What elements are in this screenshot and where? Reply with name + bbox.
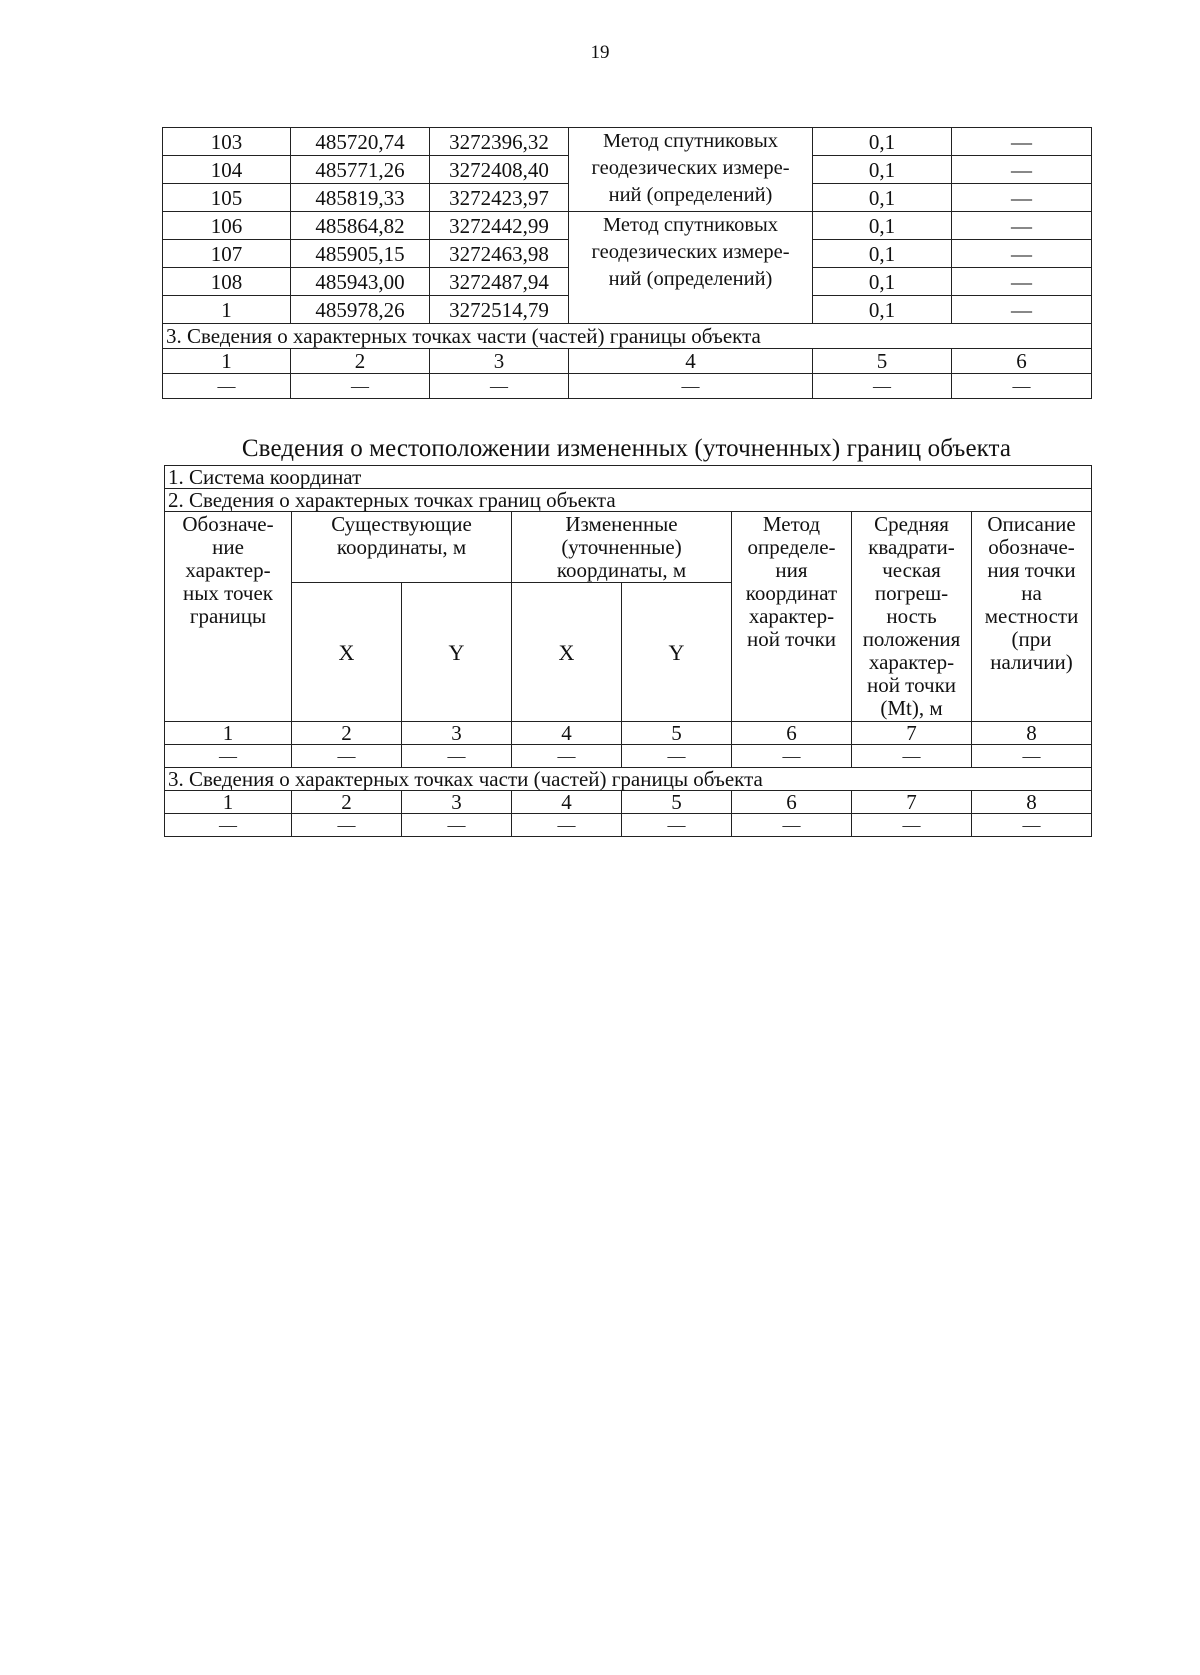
section-heading: Сведения о местоположении измененных (уточненных) границ объекта bbox=[241, 435, 1012, 462]
column-number: 8 bbox=[972, 722, 1092, 745]
table-row bbox=[163, 128, 1092, 156]
header-line: погреш- bbox=[874, 581, 949, 605]
column-number: 5 bbox=[622, 722, 732, 745]
coord-y: 3272487,94 bbox=[430, 268, 569, 296]
column-number: 1 bbox=[165, 791, 292, 814]
column-number: 3 bbox=[402, 722, 512, 745]
column-number: 4 bbox=[569, 349, 813, 374]
header-line: наличии) bbox=[990, 650, 1073, 674]
header-line: Средняя bbox=[874, 512, 949, 536]
dash: — bbox=[813, 374, 952, 399]
coord-x: 485819,33 bbox=[291, 184, 430, 212]
header-line: ния точки bbox=[987, 558, 1076, 582]
accuracy: 0,1 bbox=[813, 212, 952, 240]
coord-y: 3272463,98 bbox=[430, 240, 569, 268]
section-title: 2. Сведения о характерных точках границ объекта bbox=[165, 489, 1092, 512]
method-cell bbox=[569, 128, 813, 212]
method-line: Метод спутниковых bbox=[602, 130, 779, 152]
dash: — bbox=[972, 814, 1092, 837]
dash: — bbox=[569, 374, 813, 399]
dash: — bbox=[165, 745, 292, 768]
header-line: Обозначе- bbox=[182, 512, 274, 536]
header-line: Метод bbox=[762, 512, 821, 536]
header-accuracy bbox=[852, 512, 972, 722]
header-line: характер- bbox=[185, 558, 271, 582]
column-number: 3 bbox=[402, 791, 512, 814]
point-number: 108 bbox=[163, 268, 291, 296]
point-number: 1 bbox=[163, 296, 291, 324]
header-existing-coordinates bbox=[292, 512, 512, 583]
header-line: ния bbox=[775, 558, 808, 582]
table-row bbox=[163, 212, 1092, 240]
section-title: 3. Сведения о характерных точках части (частей) границы объекта bbox=[163, 324, 1092, 349]
column-number: 1 bbox=[163, 349, 291, 374]
header-line: (уточненные) bbox=[561, 535, 682, 559]
column-number: 2 bbox=[291, 349, 430, 374]
point-number: 107 bbox=[163, 240, 291, 268]
column-number: 6 bbox=[952, 349, 1092, 374]
column-number: 8 bbox=[972, 791, 1092, 814]
column-number: 7 bbox=[852, 722, 972, 745]
header-line: координаты, м bbox=[556, 558, 687, 582]
description: — bbox=[952, 156, 1092, 184]
point-number: 104 bbox=[163, 156, 291, 184]
method-line: геодезических измере- bbox=[591, 157, 790, 179]
header-existing-x: X bbox=[292, 583, 402, 722]
header-changed-y: Y bbox=[622, 583, 732, 722]
coordinates-table bbox=[162, 127, 1092, 399]
method-line: геодезических измере- bbox=[591, 241, 790, 263]
empty-row bbox=[163, 374, 1092, 399]
coord-x: 485864,82 bbox=[291, 212, 430, 240]
column-number: 5 bbox=[622, 791, 732, 814]
accuracy: 0,1 bbox=[813, 268, 952, 296]
coord-y: 3272408,40 bbox=[430, 156, 569, 184]
header-line: Описание bbox=[987, 512, 1076, 536]
description: — bbox=[952, 268, 1092, 296]
column-number: 3 bbox=[430, 349, 569, 374]
method-line: Метод спутниковых bbox=[602, 214, 779, 236]
description: — bbox=[952, 128, 1092, 156]
description: — bbox=[952, 296, 1092, 324]
dash: — bbox=[512, 745, 622, 768]
description: — bbox=[952, 240, 1092, 268]
header-line: (при bbox=[1011, 627, 1052, 651]
header-line: ной точки bbox=[866, 673, 957, 697]
dash: — bbox=[165, 814, 292, 837]
dash: — bbox=[732, 745, 852, 768]
column-number-row bbox=[165, 791, 1092, 814]
accuracy: 0,1 bbox=[813, 156, 952, 184]
method-line: ний (определений) bbox=[608, 268, 773, 290]
dash: — bbox=[292, 814, 402, 837]
accuracy: 0,1 bbox=[813, 240, 952, 268]
header-line: на bbox=[1021, 581, 1042, 605]
point-number: 103 bbox=[163, 128, 291, 156]
column-number: 5 bbox=[813, 349, 952, 374]
accuracy: 0,1 bbox=[813, 184, 952, 212]
header-line: характер- bbox=[868, 650, 955, 674]
column-number-row bbox=[163, 349, 1092, 374]
accuracy: 0,1 bbox=[813, 296, 952, 324]
page-number: 19 bbox=[590, 42, 610, 63]
header-line: Измененные bbox=[565, 512, 678, 536]
header-changed-x: X bbox=[512, 583, 622, 722]
coord-y: 3272442,99 bbox=[430, 212, 569, 240]
header-method bbox=[732, 512, 852, 722]
dash: — bbox=[972, 745, 1092, 768]
header-line: (Mt), м bbox=[880, 696, 943, 720]
column-number: 7 bbox=[852, 791, 972, 814]
dash: — bbox=[622, 814, 732, 837]
column-number-row bbox=[165, 722, 1092, 745]
accuracy: 0,1 bbox=[813, 128, 952, 156]
dash: — bbox=[732, 814, 852, 837]
dash: — bbox=[430, 374, 569, 399]
header-line: положения bbox=[862, 627, 961, 651]
header-line: квадрати- bbox=[868, 535, 955, 559]
header-line: границы bbox=[189, 604, 267, 628]
dash: — bbox=[512, 814, 622, 837]
dash: — bbox=[402, 814, 512, 837]
coord-x: 485771,26 bbox=[291, 156, 430, 184]
column-number: 2 bbox=[292, 791, 402, 814]
dash: — bbox=[402, 745, 512, 768]
header-line: ных точек bbox=[182, 581, 274, 605]
dash: — bbox=[163, 374, 291, 399]
empty-row bbox=[165, 745, 1092, 768]
header-line: ность bbox=[886, 604, 937, 628]
header-line: определе- bbox=[747, 535, 836, 559]
description: — bbox=[952, 212, 1092, 240]
coord-y: 3272423,97 bbox=[430, 184, 569, 212]
empty-row bbox=[165, 814, 1092, 837]
coord-x: 485978,26 bbox=[291, 296, 430, 324]
header-line: ческая bbox=[882, 558, 941, 582]
section-title: 3. Сведения о характерных точках части (частей) границы объекта bbox=[165, 768, 1092, 791]
header-line: координат bbox=[745, 581, 838, 605]
column-number: 4 bbox=[512, 791, 622, 814]
dash: — bbox=[852, 814, 972, 837]
section-title: 1. Система координат bbox=[165, 466, 1092, 489]
column-number: 1 bbox=[165, 722, 292, 745]
column-number: 6 bbox=[732, 791, 852, 814]
column-number: 2 bbox=[292, 722, 402, 745]
header-point-designation bbox=[165, 512, 292, 722]
coord-x: 485905,15 bbox=[291, 240, 430, 268]
dash: — bbox=[952, 374, 1092, 399]
header-description bbox=[972, 512, 1092, 722]
header-line: ние bbox=[212, 535, 244, 559]
coord-y: 3272396,32 bbox=[430, 128, 569, 156]
coord-x: 485720,74 bbox=[291, 128, 430, 156]
coord-x: 485943,00 bbox=[291, 268, 430, 296]
method-line: ний (определений) bbox=[608, 184, 773, 206]
dash: — bbox=[852, 745, 972, 768]
dash: — bbox=[291, 374, 430, 399]
method-cell bbox=[569, 212, 813, 324]
point-number: 105 bbox=[163, 184, 291, 212]
coord-y: 3272514,79 bbox=[430, 296, 569, 324]
dash: — bbox=[622, 745, 732, 768]
column-number: 6 bbox=[732, 722, 852, 745]
header-line: ной точки bbox=[746, 627, 837, 651]
header-line: координаты, м bbox=[336, 535, 467, 559]
header-existing-y: Y bbox=[402, 583, 512, 722]
header-line: местности bbox=[984, 604, 1079, 628]
header-line: Существующие bbox=[331, 512, 472, 536]
point-number: 106 bbox=[163, 212, 291, 240]
column-number: 4 bbox=[512, 722, 622, 745]
header-line: характер- bbox=[748, 604, 835, 628]
header-changed-coordinates bbox=[512, 512, 732, 583]
dash: — bbox=[292, 745, 402, 768]
header-line: обозначе- bbox=[988, 535, 1075, 559]
changed-boundaries-table bbox=[164, 465, 1092, 837]
description: — bbox=[952, 184, 1092, 212]
